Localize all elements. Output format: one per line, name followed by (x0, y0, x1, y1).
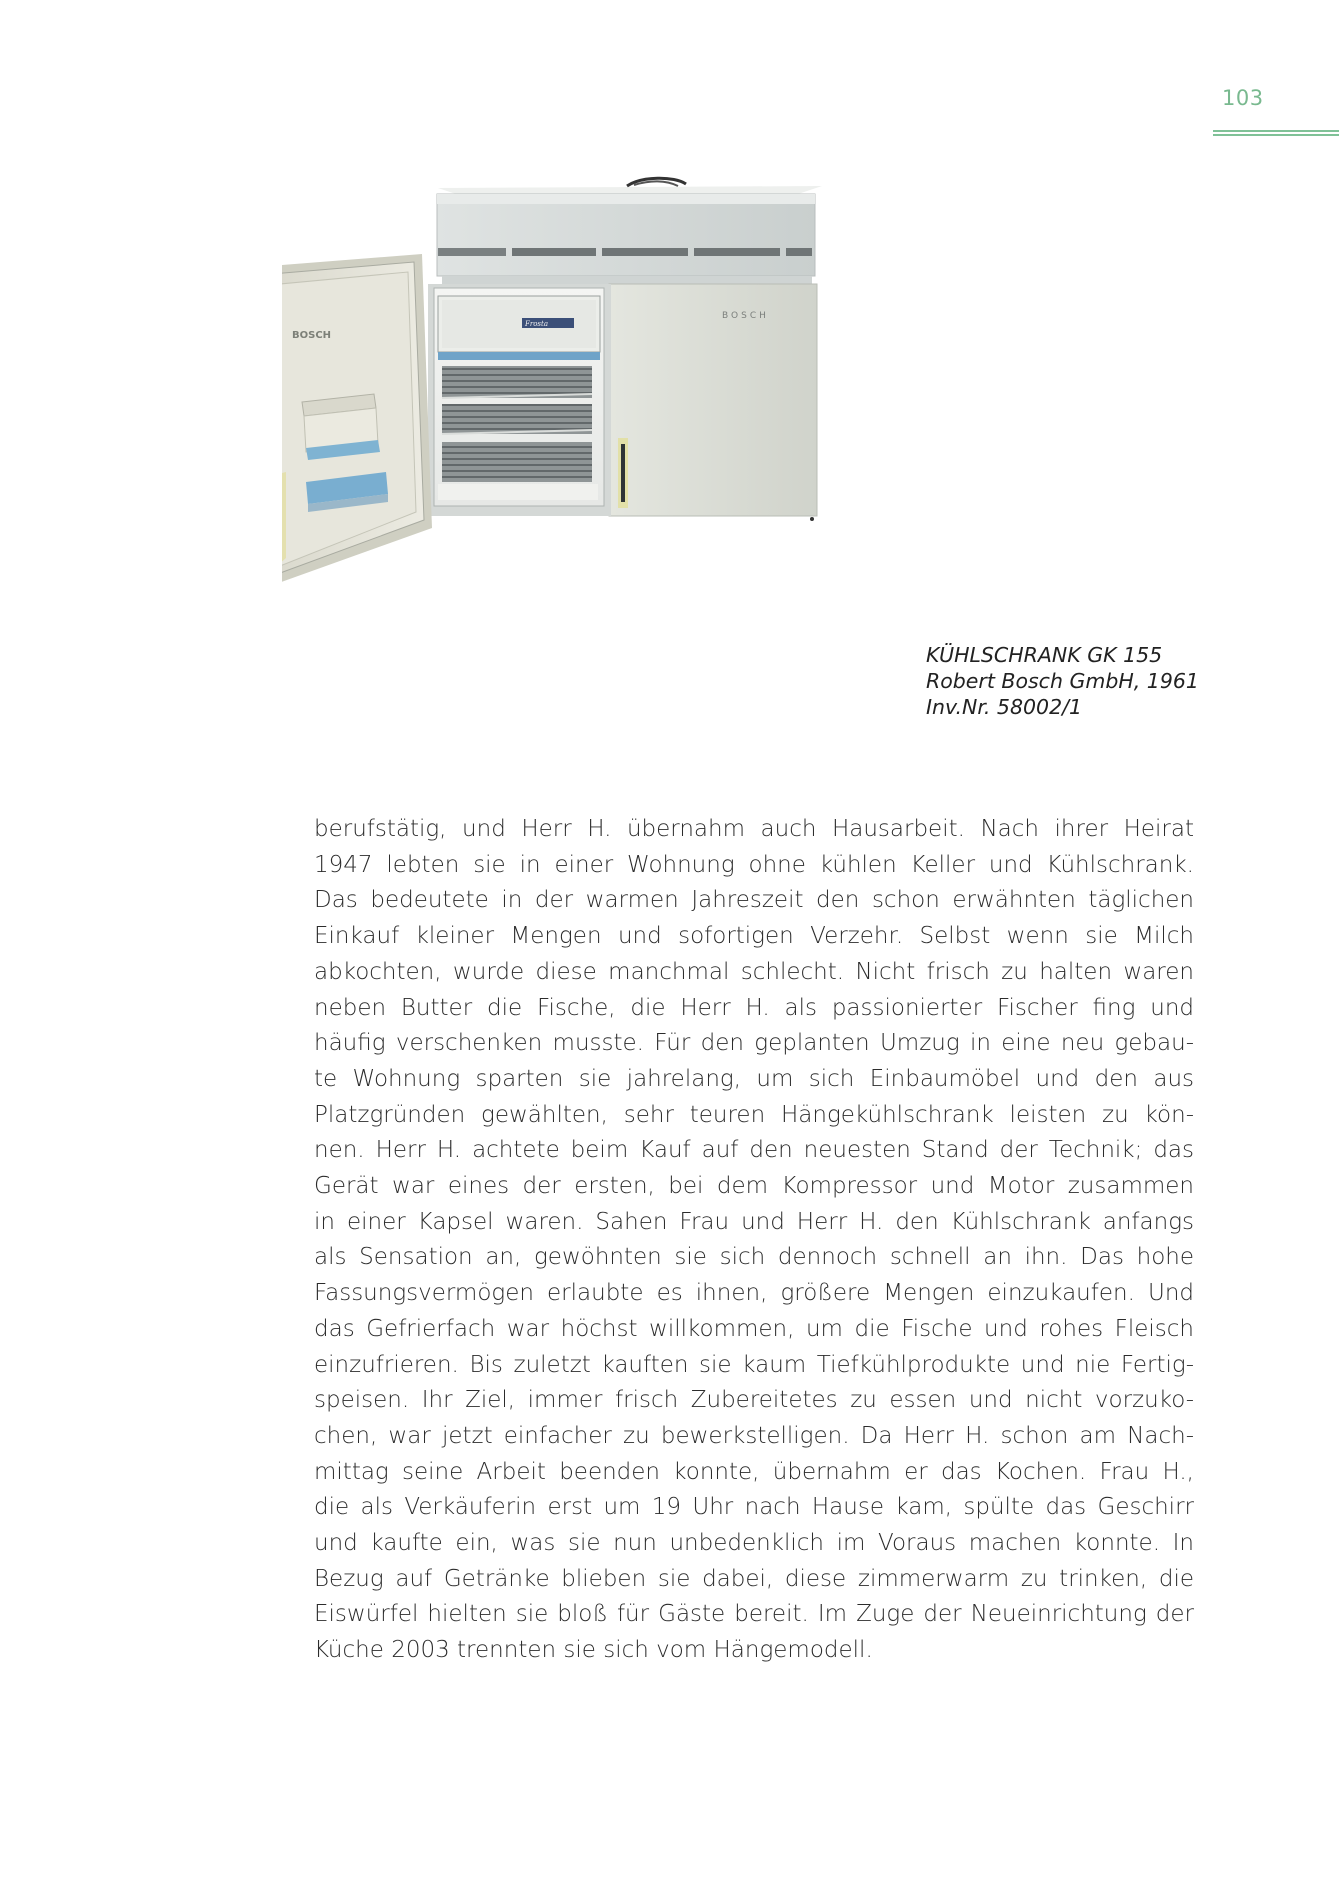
body-line: und kaufte ein, was sie nun unbedenklich im Voraus machen konnte. In (314, 1530, 1194, 1557)
body-line: häufig verschenken musste. Für den geplanten Umzug in eine neu gebau- (314, 1030, 1194, 1057)
body-line: als Sensation an, gewöhnten sie sich dennoch schnell an ihn. Das hohe (314, 1244, 1194, 1271)
page-number-rule-secondary (1213, 134, 1339, 136)
page-number-rule (1213, 130, 1339, 132)
body-line: chen, war jetzt einfacher zu bewerkstelligen. Da Herr H. schon am Nach- (314, 1422, 1194, 1449)
body-line: berufstätig, und Herr H. übernahm auch Hausarbeit. Nach ihrer Heirat (314, 816, 1194, 842)
body-line: die als Verkäuferin erst um 19 Uhr nach Hause kam, spülte das Geschirr (314, 1494, 1194, 1521)
page-number: 103 (1222, 86, 1264, 110)
body-line-last: Küche 2003 trennten sie sich vom Hängemodell. (314, 1637, 873, 1664)
body-line: 1947 lebten sie in einer Wohnung ohne kühlen Keller und Kühlschrank. (314, 851, 1194, 878)
main-cabinet (428, 276, 817, 521)
caption-maker: Robert Bosch GmbH, 1961 (926, 669, 1199, 693)
brand-logo-front: BOSCH (722, 311, 769, 321)
body-line: Bezug auf Getränke blieben sie dabei, diese zimmerwarm zu trinken, die (314, 1565, 1194, 1592)
caption-title: KÜHLSCHRANK GK 155 (926, 643, 1163, 667)
body-line: Eiswürfel hielten sie bloß für Gäste bereit. Im Zuge der Neueinrichtung der (314, 1601, 1194, 1628)
freezer-brand: Frosta (525, 320, 548, 328)
body-line: speisen. Ihr Ziel, immer frisch Zubereitetes zu essen und nicht vorzuko- (314, 1387, 1194, 1414)
open-door (282, 254, 432, 586)
body-line: das Gefrierfach war höchst willkommen, um die Fische und rohes Fleisch (314, 1315, 1194, 1342)
body-line: te Wohnung sparten sie jahrelang, um sich Einbaumöbel und den aus (314, 1065, 1194, 1092)
body-line: Platzgründen gewählten, sehr teuren Hängekühlschrank leisten zu kön- (314, 1101, 1194, 1128)
body-line: abkochten, wurde diese manchmal schlecht. Nicht frisch zu halten waren (314, 958, 1194, 985)
shelves (438, 366, 598, 500)
body-line: in einer Kapsel waren. Sahen Frau und Herr H. den Kühlschrank anfangs (314, 1208, 1194, 1235)
body-line: einzufrieren. Bis zuletzt kauften sie kaum Tiefkühlprodukte und nie Fertig- (314, 1351, 1194, 1378)
caption-inventory: Inv.Nr. 58002/1 (926, 695, 1083, 719)
body-paragraph (314, 812, 1194, 1669)
body-line: neben Butter die Fische, die Herr H. als passionierter Fischer fing und (314, 994, 1194, 1021)
freezer-compartment (438, 296, 600, 360)
body-line: Gerät war eines der ersten, bei dem Kompressor und Motor zusammen (314, 1173, 1194, 1200)
body-line: Das bedeutete in der warmen Jahreszeit den schon erwähnten täglichen (314, 887, 1194, 914)
body-line: Fassungsvermögen erlaubte es ihnen, größere Mengen einzukaufen. Und (314, 1280, 1194, 1307)
body-line: mittag seine Arbeit beenden konnte, übernahm er das Kochen. Frau H., (314, 1458, 1194, 1485)
top-housing (437, 178, 822, 276)
body-line: Einkauf kleiner Mengen und sofortigen Verzehr. Selbst wenn sie Milch (314, 923, 1194, 950)
refrigerator-photo (282, 176, 972, 716)
figure-caption (926, 642, 1256, 720)
vent-grille (438, 248, 812, 256)
brand-logo-door: BOSCH (292, 330, 332, 341)
body-line: nen. Herr H. achtete beim Kauf auf den neuesten Stand der Technik; das (314, 1137, 1194, 1164)
